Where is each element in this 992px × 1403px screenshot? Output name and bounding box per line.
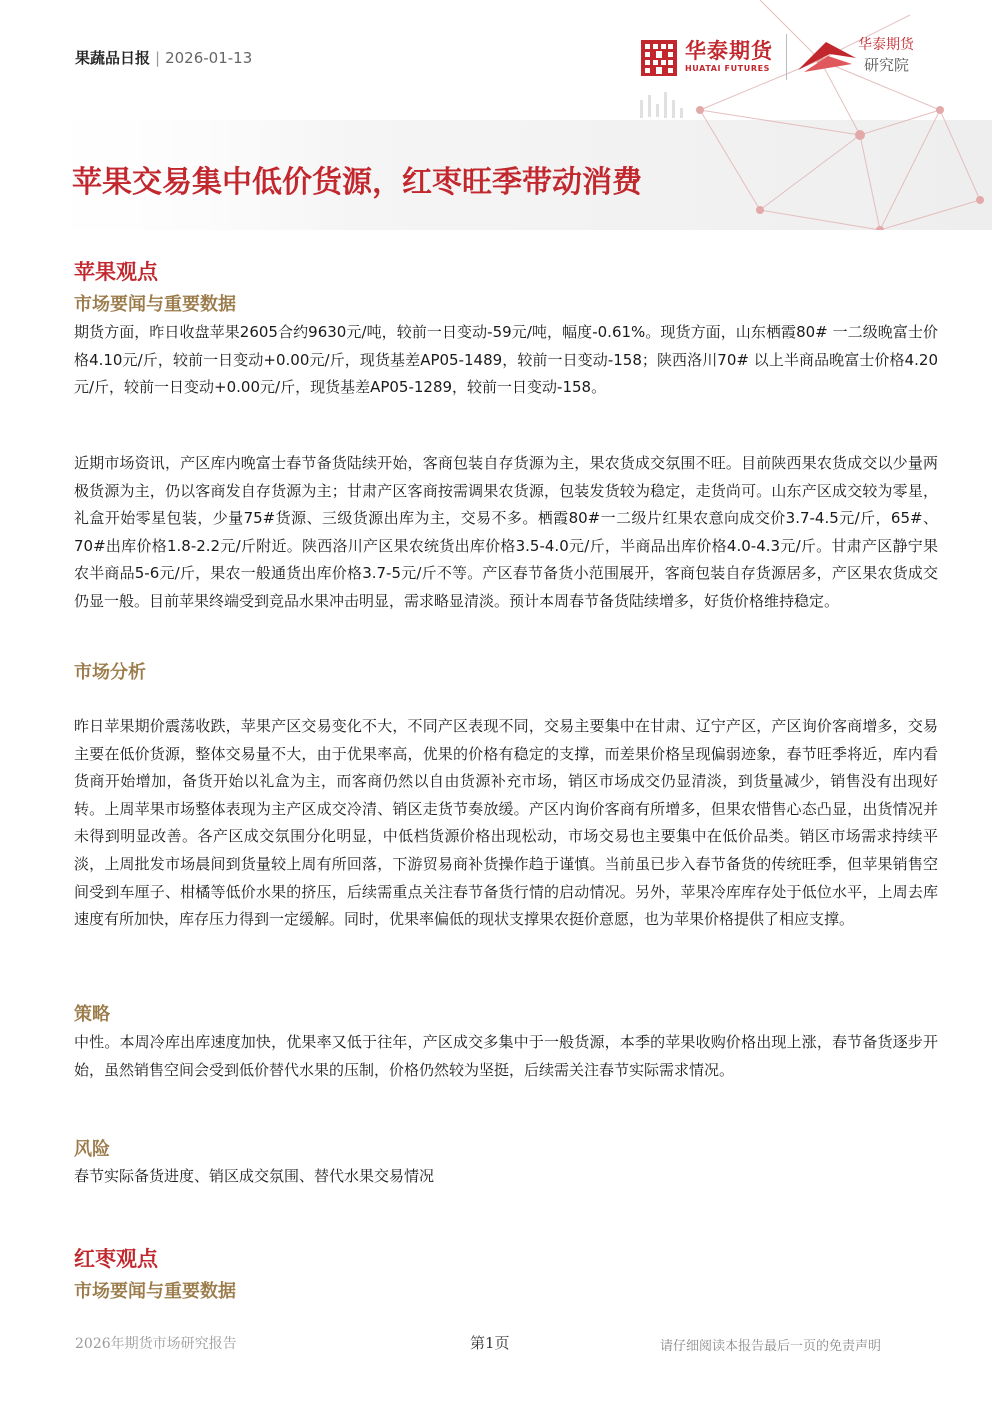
apple-risk-heading: 风险 xyxy=(74,1139,110,1160)
report-info xyxy=(75,48,252,68)
apple-strategy-paragraph: 中性。本周冷库出库速度加快，优果率又低于往年，产区成交多集中于一般货源，本季的苹果收购价格出现上涨，春节备货逐步开始，虽然销售空间会受到低价替代水果的压制，价格仍然较为坚挺，后续需关注春节实际需求情况。 xyxy=(74,1033,938,1079)
research-institute-logo xyxy=(796,36,926,80)
jujube-section-heading: 红枣观点 xyxy=(74,1247,158,1271)
huatai-logo-name: 华泰期货 xyxy=(685,39,773,63)
disclaimer-notice: 请仔细阅读本报告最后一页的免责声明 xyxy=(660,1339,882,1354)
report-type: 果蔬品日报 xyxy=(75,49,151,67)
huatai-logo-icon xyxy=(641,38,677,78)
page-title: 苹果交易集中低价货源，红枣旺季带动消费 xyxy=(72,165,642,200)
jujube-market-news-heading: 市场要闻与重要数据 xyxy=(74,1281,236,1302)
huatai-futures-logo xyxy=(641,38,781,78)
report-separator: | xyxy=(155,49,161,67)
apple-market-news-heading: 市场要闻与重要数据 xyxy=(74,294,236,315)
page-number: 第1页 xyxy=(470,1334,510,1352)
page-header xyxy=(0,0,992,230)
apple-risk-paragraph: 春节实际备货进度、销区成交氛围、替代水果交易情况 xyxy=(74,1167,435,1185)
apple-market-news-paragraph-2: 近期市场资讯，产区库内晚富士春节备货陆续开始，客商包装自存货源为主，果农货成交氛围不旺。目前陕西果农货成交以少量两极货源为主，仍以客商发自存货源为主；甘肃产区客商按需调果农货源，包装发货较为稳定，走货尚可。山东产区成交较为零星，礼盒开始零星包装，少量75#货源、三级货源出库为主，交易不多。栖霞80#一二级片红果农意向成交价3.7-4.5元/斤，65#、70#出库价格1.8-2.2元/斤附近。陕西洛川产区果农统货出库价格3.5-4.0元/斤，半商品出库价格4.0-4.3元/斤。甘肃产区静宁果农半商品5-6元/斤，果农一般通货出库价格3.7-5元/斤不等。产区春节备货小范围展开，客商包装自存货源居多，产区果农货成交仍显一般。目前苹果终端受到竞品水果冲击明显，需求略显清淡。预计本周春节备货陆续增多，好货价格维持稳定。 xyxy=(74,454,938,610)
apple-analysis-heading: 市场分析 xyxy=(74,662,146,683)
institute-name-line2: 研究院 xyxy=(864,56,910,74)
footer-report-name: 2026年期货市场研究报告 xyxy=(75,1336,237,1352)
huatai-logo-english: HUATAI FUTURES xyxy=(685,64,771,73)
apple-strategy-heading: 策略 xyxy=(74,1004,110,1025)
institute-name-line1: 华泰期货 xyxy=(858,37,914,53)
report-date: 2026-01-13 xyxy=(165,49,253,67)
apple-market-news-paragraph-1: 期货方面，昨日收盘苹果2605合约9630元/吨，较前一日变动-59元/吨，幅度-0.61%。现货方面，山东栖霞80# 一二级晚富士价格4.10元/斤，较前一日变动+0.00元/斤，现货基差AP05-1489，较前一日变动-158；陕西洛川70# 以上半商品晚富士价格4.20元/斤，较前一日变动+0.00元/斤，现货基差AP05-1289，较前一日变动-158。 xyxy=(74,323,938,397)
apple-section-heading: 苹果观点 xyxy=(74,260,158,284)
institute-logo-icon xyxy=(796,36,858,76)
apple-analysis-paragraph: 昨日苹果期价震荡收跌，苹果产区交易变化不大，不同产区表现不同，交易主要集中在甘肃、辽宁产区，产区询价客商增多，交易主要在低价货源，整体交易量不大，由于优果率高，优果的价格有稳定的支撑，而差果价格呈现偏弱迹象，春节旺季将近，库内看货商开始增加，备货开始以礼盒为主，而客商仍然以自由货源补充市场，销区市场成交仍显清淡，到货量减少，销售没有出现好转。上周苹果市场整体表现为主产区成交冷清、销区走货节奏放缓。产区内询价客商有所增多，但果农惜售心态凸显，出货情况并未得到明显改善。各产区成交氛围分化明显，中低档货源价格出现松动，市场交易也主要集中在低价品类。销区市场需求持续平淡，上周批发市场晨间到货量较上周有所回落，下游贸易商补货操作趋于谨慎。当前虽已步入春节备货的传统旺季，但苹果销售空间受到车厘子、柑橘等低价水果的挤压，后续需重点关注春节备货行情的启动情况。另外，苹果冷库库存处于低位水平，上周去库速度有所加快，库存压力得到一定缓解。同时，优果率偏低的现状支撑果农挺价意愿，也为苹果价格提供了相应支撑。 xyxy=(74,717,938,929)
logo-divider xyxy=(786,34,787,80)
